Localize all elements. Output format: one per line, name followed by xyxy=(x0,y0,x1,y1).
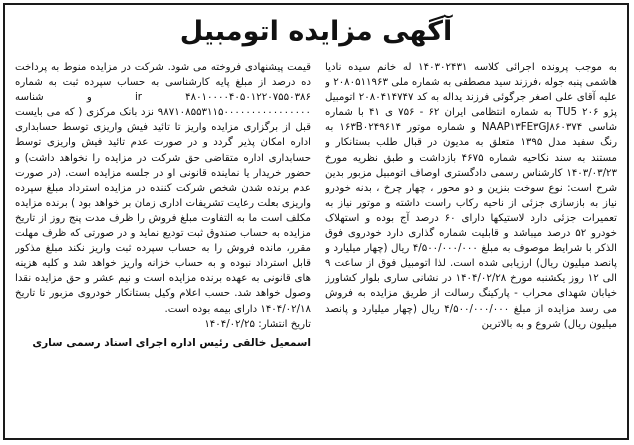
notice-right-text: به موجب پرونده اجرائی کلاسه ۱۴۰۳۰۲۴۳۱ له خانم سیده نادیا هاشمی پنبه جوله ،فرزند سید مصطفی به شماره ملی ۲۰۸۰۵۱۱۹۶۳ و علیه آقای علی اصغر جرگوئی فرزند یداله به کد ۲۰۸۰۴۱۴۷۴۷ اتومبیل پژو ۲۰۶ TU5 به شماره انتظامی ایران ۶۲ - ۷۵۶ ی ۴۱ با شماره شاسی NAAP۱۳FE۳GJ۸۶۰۳۷۴ و شماره موتور ۱۶۳B۰۲۴۹۶۱۴ به رنگ سفید مدل ۱۳۹۵ متعلق به مدیون در قبال طلب بستانکار و مستند به سند نکاحیه شماره ۴۶۷۵ بازداشت و طبق نظریه مورخ ۱۴۰۳/۰۳/۲۳ کارشناس رسمی دادگستری اوصاف اتومبیل مزبور بدین شرح است: نوع سوخت بنزین و دو محور ، چهار چرخ ، بدنه خودرو نیاز به بازسازی جزئی از ناحیه رکاب راست داشته و موتور نیاز به تعمیرات جزئی دارد لاستیکها دارای ۶۰ درصد آج بوده و استهلاک خودرو ۵۲ درصد میباشد و قابلیت شماره گذاری دارد خودروی فوق الذکر با شرایط موصوف به مبلغ ۴/۵۰۰/۰۰۰/۰۰۰ ریال (چهار میلیارد و پانصد میلیون ریال) ارزیابی شده است. لذا اتومبیل فوق از ساعت ۹ الی ۱۲ روز یکشنبه مورخ ۱۴۰۴/۰۲/۲۸ در نشانی ساری بلوار کشاورز خیابان شهدای محراب - پارکینگ رسالت از طریق مزایده به فروش می رسد مزایده از مبلغ ۴/۵۰۰/۰۰۰/۰۰۰ ریال (چهار میلیارد و پانصد میلیون ریال) شروع و به بالاترین xyxy=(325,62,617,330)
notice-publish-date: تاریخ انتشار: ۱۴۰۴/۰۲/۲۵ xyxy=(204,318,311,330)
notice-signature: اسمعیل خالقی رئیس اداره اجرای اسناد رسمی ساری xyxy=(32,336,311,349)
notice-frame xyxy=(3,3,629,440)
notice-title: آگهی مزایده اتومبیل xyxy=(179,16,453,47)
notice-left-column xyxy=(15,60,311,430)
notice-left-text: قیمت پیشنهادی فروخته می شود. شرکت در مزایده منوط به پرداخت ده درصد از مبلغ پایه کارشناسی به حساب سپرده ثبت به شماره ۴۸۰۱۰۰۰۰۴۰۵۰۱۲۲۰۷۵۵۰۳۸۶ ir و شناسه ۹۸۷۱۰۸۵۵۳۱۱۵۰۰۰۰۰۰۰۰۰۰۰۰۰۰۰۰ نزد بانک مرکزی ( که می بایست قبل از برگزاری مزایده واریز تا تائید فیش واریزی توسط حسابداری اداره امکان پذیر گردد و در صورت عدم تائید فیش واریزی توسط حسابداری اداره متقاضی حق شرکت در مزایده را نخواهد داشت) و حضور خریدار یا نماینده قانونی او در جلسه مزایده است. (در صورت عدم برنده شدن شخص شرکت کننده در مزایده استرداد مبلغ سپرده واریزی بعلت رعایت تشریفات اداری زمان بر خواهد بود ) برنده مزایده مکلف است ما به التفاوت مبلغ فروش را ظرف مدت پنج روز از تاریخ مزایده به حساب صندوق ثبت تودیع نماید و در صورتی که ظرف مهلت مقرر، مانده فروش را به حساب سپرده ثبت واریز نکند مبلغ مذکور قابل استرداد نبوده و به حساب خزانه واریز خواهد شد و کلیه هزینه های قانونی به عهده برنده مزایده است و نیم عشر و حق مزایده نقدا وصول خواهد شد. حسب اعلام وکیل بستانکار خودروی مزبور تا تاریخ ۱۴۰۴/۰۲/۱۸ دارای بیمه بوده است. xyxy=(15,62,311,315)
notice-right-column xyxy=(325,60,617,430)
